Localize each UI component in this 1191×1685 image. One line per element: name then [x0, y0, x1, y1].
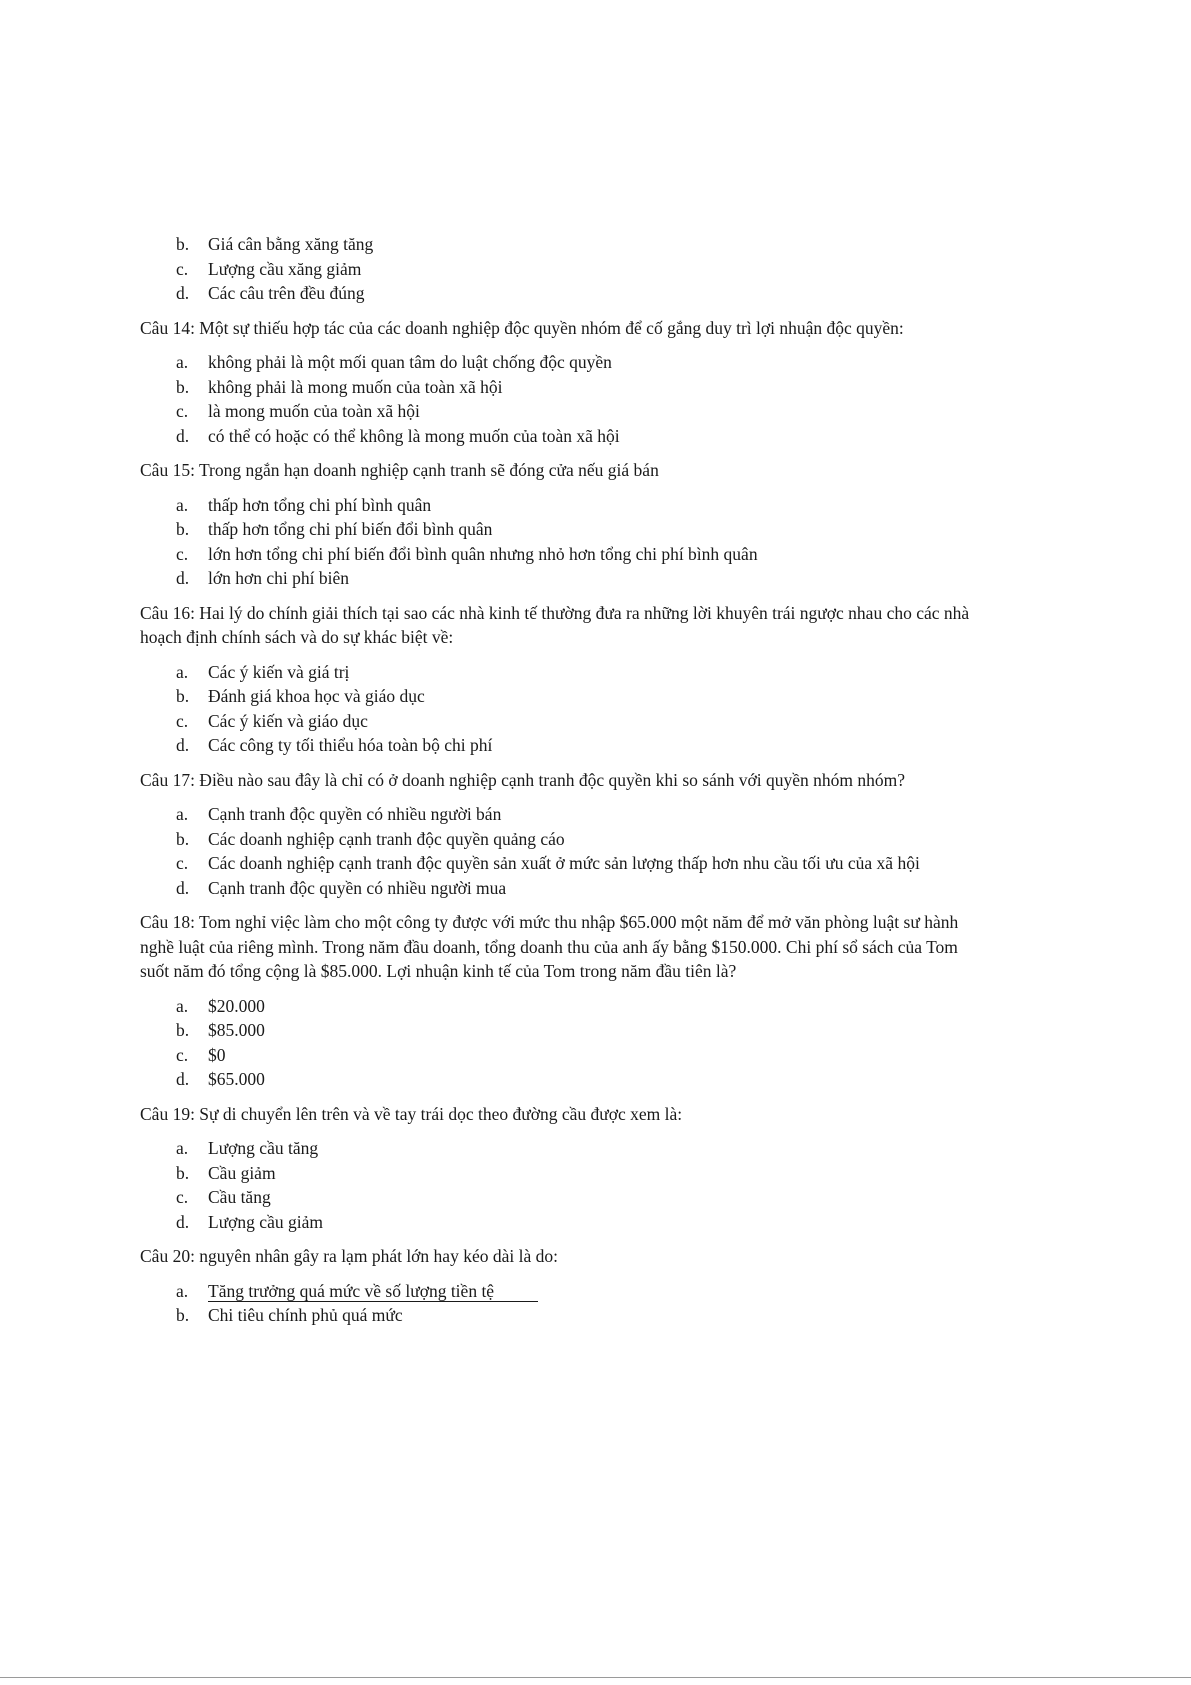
question-14-text: Câu 14: Một sự thiếu hợp tác của các doanh nghiệp độc quyền nhóm để cố gắng duy trì lợi nhuận độc quyền: [140, 317, 904, 338]
question-18-options [140, 994, 970, 1092]
option-item [140, 542, 970, 567]
question-20-options [140, 1279, 970, 1328]
option-text: Các doanh nghiệp cạnh tranh độc quyền quảng cáo [208, 828, 565, 849]
option-text: Lượng cầu xăng giảm [208, 258, 362, 279]
option-letter: b. [176, 1305, 190, 1325]
option-letter: b. [176, 1162, 190, 1183]
question-14-options [140, 350, 970, 448]
option-text: là mong muốn của toàn xã hội [208, 401, 420, 421]
option-letter: a. [176, 995, 189, 1016]
option-item [140, 375, 970, 400]
option-letter: b. [176, 686, 190, 706]
option-text: Chi tiêu chính phủ quá mức [208, 1305, 403, 1325]
question-17-options [140, 802, 970, 900]
option-letter: c. [176, 710, 189, 731]
question-15-text: Câu 15: Trong ngắn hạn doanh nghiệp cạnh tranh sẽ đóng cửa nếu giá bán [140, 460, 659, 480]
lead-options [140, 232, 970, 306]
option-letter: d. [176, 283, 190, 303]
question-19-options [140, 1136, 970, 1234]
option-text: Các ý kiến và giá trị [208, 661, 350, 682]
option-text: Cạnh tranh độc quyền có nhiều người bán [208, 804, 502, 824]
question-16-text: Câu 16: Hai lý do chính giải thích tại sao các nhà kinh tế thường đưa ra những lời khuyên trái ngược nhau cho các nhà hoạch định chính sách và do sự khác biệt về: [140, 602, 970, 647]
option-letter: a. [176, 352, 189, 372]
quiz-content [140, 232, 970, 1328]
option-letter: c. [176, 853, 189, 873]
option-letter: c. [176, 1187, 189, 1207]
option-item [140, 257, 970, 282]
option-item [140, 517, 970, 542]
option-text: $85.000 [208, 1020, 265, 1040]
option-item [140, 709, 970, 734]
option-letter: b. [176, 519, 190, 539]
option-item [140, 1136, 970, 1161]
option-item [140, 424, 970, 449]
option-item [140, 876, 970, 901]
option-text: Tăng trưởng quá mức về số lượng tiền tệ [208, 1281, 538, 1302]
option-text: Cạnh tranh độc quyền có nhiều người mua [208, 877, 507, 898]
option-text: Đánh giá khoa học và giáo dục [208, 686, 425, 706]
option-text: thấp hơn tổng chi phí biến đổi bình quân [208, 519, 493, 539]
option-text: Cầu giảm [208, 1162, 276, 1183]
option-item [140, 733, 970, 758]
option-letter: b. [176, 234, 190, 254]
option-letter: d. [176, 568, 190, 588]
option-text: $65.000 [208, 1069, 265, 1089]
option-text: $0 [208, 1044, 226, 1065]
option-text: lớn hơn tổng chi phí biến đổi bình quân nhưng nhỏ hơn tổng chi phí bình quân [208, 543, 758, 564]
option-letter: a. [176, 661, 189, 682]
option-letter: c. [176, 1044, 189, 1065]
option-text: có thể có hoặc có thể không là mong muốn của toàn xã hội [208, 425, 620, 446]
footer-divider [0, 1677, 1191, 1678]
question-19-text: Câu 19: Sự di chuyển lên trên và về tay trái dọc theo đường cầu được xem là: [140, 1103, 683, 1124]
option-item [140, 684, 970, 709]
option-text: Các công ty tối thiểu hóa toàn bộ chi phí [208, 735, 493, 755]
question-17-text: Câu 17: Điều nào sau đây là chỉ có ở doanh nghiệp cạnh tranh độc quyền khi so sánh với quyền nhóm nhóm? [140, 769, 906, 790]
option-text: Các ý kiến và giáo dục [208, 710, 368, 731]
option-letter: d. [176, 877, 190, 898]
option-text: Giá cân bằng xăng tăng [208, 234, 374, 254]
option-letter: c. [176, 258, 189, 279]
option-text: Lượng cầu giảm [208, 1211, 323, 1232]
option-text: thấp hơn tổng chi phí bình quân [208, 494, 432, 515]
question-16-options [140, 660, 970, 758]
option-text: $20.000 [208, 995, 265, 1016]
option-letter: d. [176, 1069, 190, 1089]
option-item [140, 827, 970, 852]
option-item [140, 1067, 970, 1092]
option-item [140, 1210, 970, 1235]
option-item [140, 660, 970, 685]
question-20-text: Câu 20: nguyên nhân gây ra lạm phát lớn hay kéo dài là do: [140, 1246, 558, 1266]
option-letter: a. [176, 494, 189, 515]
option-text: lớn hơn chi phí biên [208, 568, 349, 588]
option-item [140, 802, 970, 827]
option-item [140, 1303, 970, 1328]
option-letter: c. [176, 401, 189, 421]
option-item [140, 1161, 970, 1186]
option-item [140, 232, 970, 257]
question-15-options [140, 493, 970, 591]
option-item [140, 281, 970, 306]
option-text: không phải là một mối quan tâm do luật chống độc quyền [208, 352, 612, 372]
option-letter: b. [176, 376, 190, 397]
option-text: Cầu tăng [208, 1187, 271, 1207]
option-item [140, 1043, 970, 1068]
option-letter: b. [176, 1020, 190, 1040]
option-letter: a. [176, 1138, 189, 1158]
option-letter: d. [176, 735, 190, 755]
option-letter: b. [176, 828, 190, 849]
option-item [140, 350, 970, 375]
option-text: Các câu trên đều đúng [208, 283, 365, 303]
option-text: không phải là mong muốn của toàn xã hội [208, 376, 503, 397]
option-letter: a. [176, 804, 189, 824]
question-18-text: Câu 18: Tom nghỉ việc làm cho một công ty được với mức thu nhập $65.000 một năm để mở văn phòng luật sư hành nghề luật của riêng mình. Trong năm đầu doanh, tổng doanh thu của anh ấy bằng $150.000. Chi phí sổ sách của Tom suốt năm đó tổng cộng là $85.000. Lợi nhuận kinh tế của Tom trong năm đầu tiên là? [140, 912, 959, 981]
option-letter: d. [176, 425, 190, 446]
option-item [140, 1185, 970, 1210]
option-item [140, 994, 970, 1019]
option-item [140, 493, 970, 518]
option-item-underlined [140, 1279, 970, 1304]
option-item [140, 566, 970, 591]
option-text: Các doanh nghiệp cạnh tranh độc quyền sản xuất ở mức sản lượng thấp hơn nhu cầu tối ưu của xã hội [208, 853, 920, 873]
option-text: Lượng cầu tăng [208, 1138, 319, 1158]
option-letter: d. [176, 1211, 190, 1232]
option-item [140, 399, 970, 424]
option-letter: a. [176, 1280, 189, 1301]
option-letter: c. [176, 543, 189, 564]
option-item [140, 1018, 970, 1043]
option-item [140, 851, 970, 876]
